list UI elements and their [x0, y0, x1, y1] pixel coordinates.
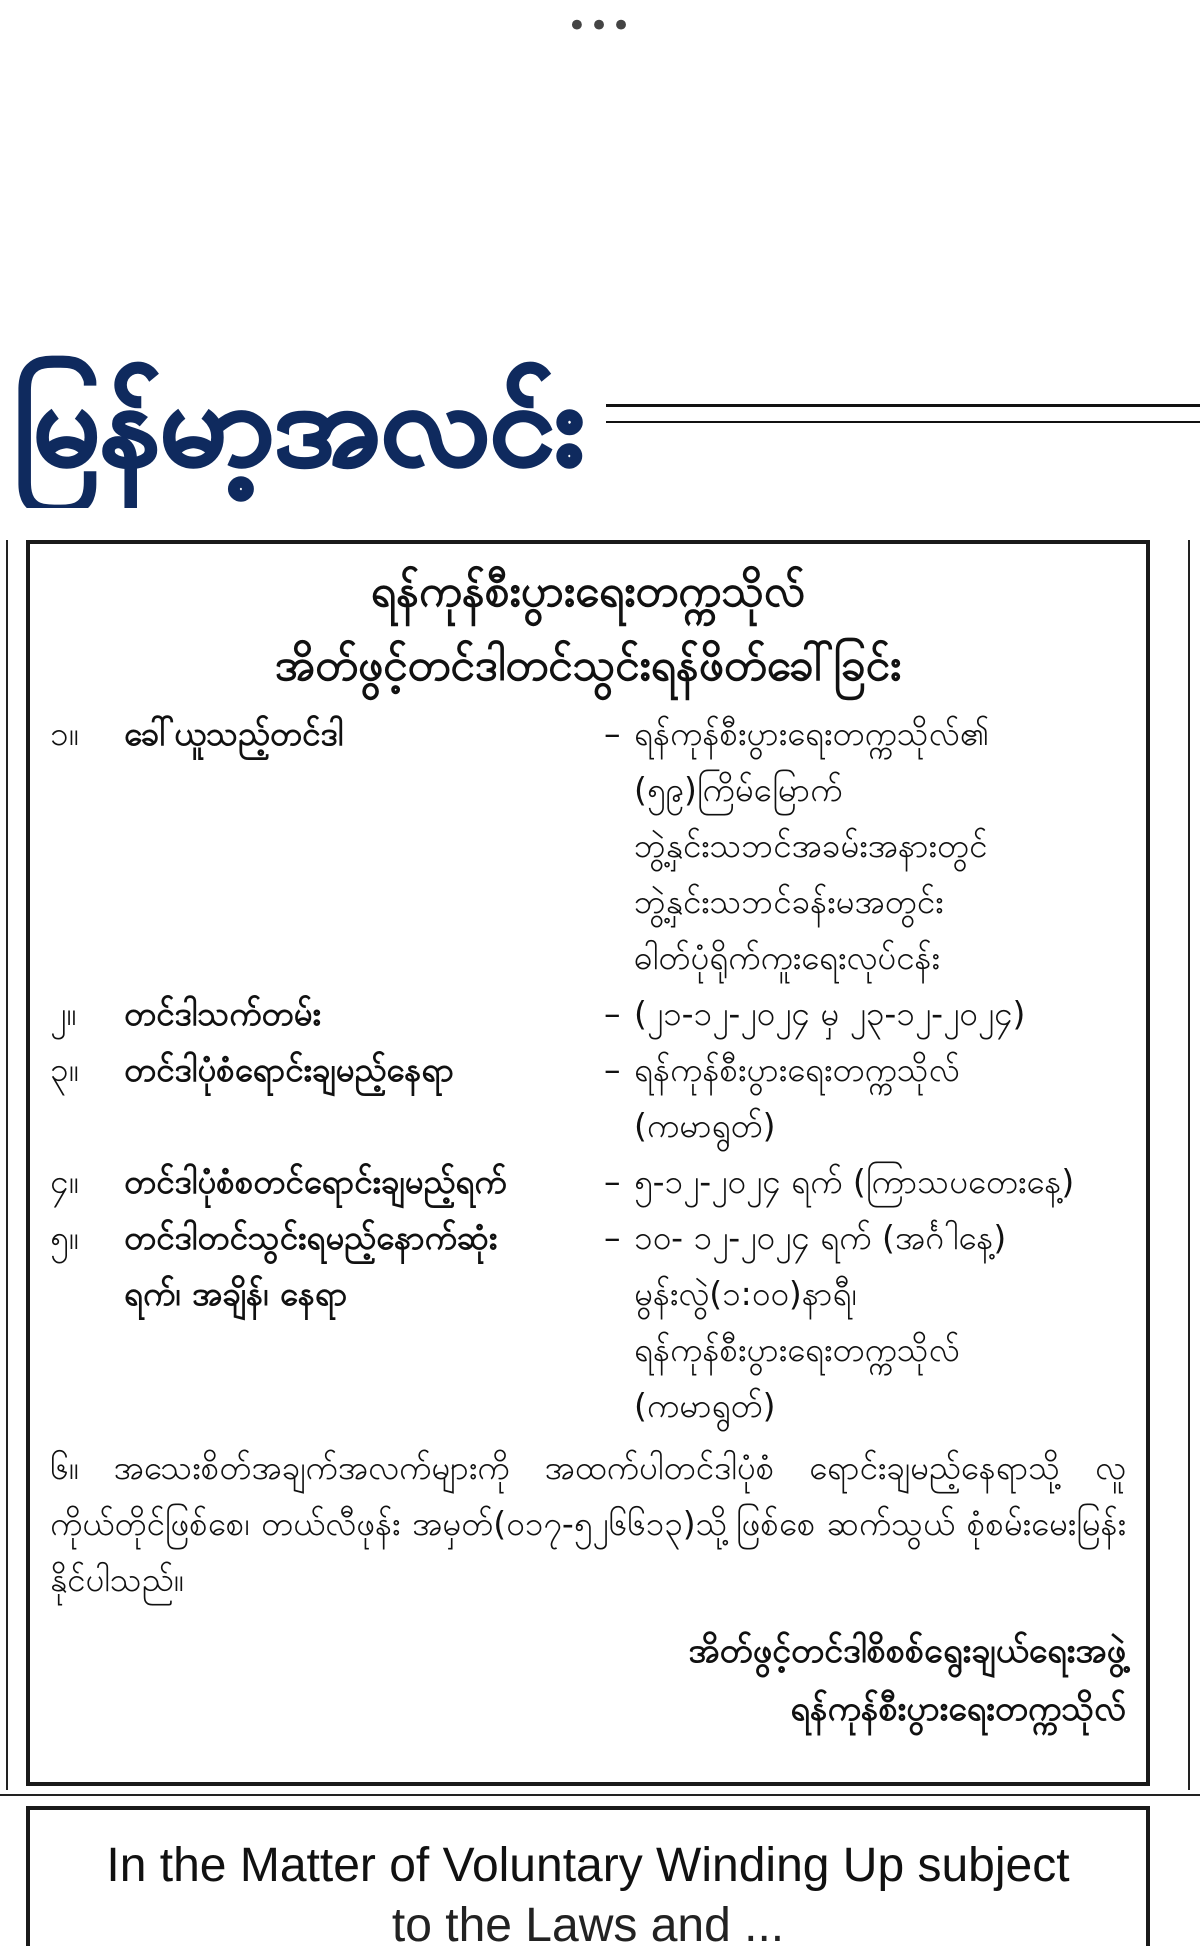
newspaper-masthead	[8, 338, 1200, 516]
item-number: ၄။	[50, 1162, 79, 1201]
english-notice-line1: In the Matter of Voluntary Winding Up subject	[106, 1839, 1070, 1892]
item-number: ၃။	[50, 1050, 79, 1089]
item-value-line: ရန်ကုန်စီးပွားရေးတက္ကသိုလ်၏	[634, 714, 990, 753]
english-notice	[26, 1806, 1150, 1946]
masthead-rule	[606, 404, 1200, 423]
english-notice-line2: to the Laws and ...	[391, 1899, 785, 1946]
item-value-line: (၂၁-၁၂-၂၀၂၄ မှ ၂၃-၁၂-၂၀၂၄)	[634, 994, 1026, 1033]
tender-notice	[26, 540, 1150, 1786]
notice-title-line2: အိတ်ဖွင့်တင်ဒါတင်သွင်းရန်ဖိတ်ခေါ်ခြင်း	[274, 640, 902, 691]
notice-paragraph: ၆။ အသေးစိတ်အချက်အလက်များကို အထက်ပါတင်ဒါပုံစံ ရောင်းချမည့်နေရာသို့ လူကိုယ်တိုင်ဖြစ်စေ၊ တယ်လီဖုန်း အမှတ်(၀၁၇-၅၂၆၆၁၃)သို့ဖြစ်စေ ဆက်သွယ် စုံစမ်းမေးမြန်းနိုင်ပါသည်။	[50, 1448, 1126, 1599]
item-value-line: ရန်ကုန်စီးပွားရေးတက္ကသိုလ်	[634, 1050, 960, 1089]
item-dash: –	[604, 1050, 621, 1089]
item-value	[634, 1042, 1126, 1154]
item-dash: –	[604, 994, 621, 1033]
notice-items	[50, 706, 1126, 1434]
item-value	[634, 1210, 1126, 1434]
newspaper-logo-graphic	[8, 338, 592, 508]
notice-item	[50, 1210, 1126, 1434]
item-label	[124, 1210, 604, 1434]
item-label-line: ရက်၊ အချိန်၊ နေရာ	[124, 1274, 348, 1313]
signature-line1: အိတ်ဖွင့်တင်ဒါစိစစ်ရွေးချယ်ရေးအဖွဲ့	[688, 1631, 1126, 1671]
item-dash: –	[604, 1218, 621, 1257]
item-value	[634, 706, 1126, 986]
notice-item	[50, 706, 1126, 986]
item-label-line: တင်ဒါပုံစံစတင်ရောင်းချမည့်ရက်	[124, 1162, 507, 1201]
notice-item	[50, 1154, 1126, 1210]
item-label	[124, 986, 604, 1042]
item-dash: –	[604, 714, 621, 753]
item-label-line: တင်ဒါပုံစံရောင်းချမည့်နေရာ	[124, 1050, 454, 1089]
item-label	[124, 1042, 604, 1154]
item-value	[634, 986, 1126, 1042]
notice-item	[50, 986, 1126, 1042]
item-label	[124, 706, 604, 986]
item-label-line: ခေါ်ယူသည့်တင်ဒါ	[124, 714, 344, 753]
item-value-line: (၅၉)ကြိမ်မြောက်	[634, 770, 843, 809]
item-value-line: ဘွဲ့နှင်းသဘင်အခမ်းအနားတွင်	[634, 826, 988, 865]
item-label-line: တင်ဒါသက်တမ်း	[124, 994, 321, 1033]
newspaper-logo	[8, 338, 592, 508]
section-divider	[0, 1794, 1200, 1796]
item-number: ၅။	[50, 1218, 79, 1257]
signature-line2: ရန်ကုန်စီးပွားရေးတက္ကသိုလ်	[790, 1689, 1126, 1729]
notice-title-line1: ရန်ကုန်စီးပွားရေးတက္ကသိုလ်	[370, 566, 806, 617]
item-value-line: ၁၀- ၁၂-၂၀၂၄ ရက် (အင်္ဂါနေ့)	[634, 1218, 1007, 1257]
notice-signature	[50, 1622, 1126, 1738]
more-options-icon[interactable]: •••	[566, 6, 634, 46]
item-value-line: (ကမာရွတ်)	[634, 1386, 776, 1425]
item-value-line: ဓါတ်ပုံရိုက်ကူးရေးလုပ်ငန်း	[634, 938, 940, 977]
item-number: ၂။	[50, 994, 77, 1033]
notice-item	[50, 1042, 1126, 1154]
item-number: ၁။	[50, 714, 79, 753]
item-value	[634, 1154, 1126, 1210]
item-label-line: တင်ဒါတင်သွင်းရမည့်နောက်ဆုံး	[124, 1218, 498, 1257]
column-divider-right	[1188, 540, 1190, 1790]
item-label	[124, 1154, 604, 1210]
item-value-line: မွန်းလွဲ(၁:၀၀)နာရီ၊	[634, 1274, 857, 1313]
item-value-line: ဘွဲ့နှင်းသဘင်ခန်းမအတွင်း	[634, 882, 944, 921]
item-value-line: ၅-၁၂-၂၀၂၄ ရက် (ကြာသပတေးနေ့)	[634, 1162, 1075, 1201]
item-dash: –	[604, 1162, 621, 1201]
item-value-line: ရန်ကုန်စီးပွားရေးတက္ကသိုလ်	[634, 1330, 960, 1369]
column-divider-left	[6, 540, 8, 1790]
svg-text:မြန်မာ့အလင်း: မြန်မာ့အလင်း	[14, 361, 564, 491]
item-value-line: (ကမာရွတ်)	[634, 1106, 776, 1145]
